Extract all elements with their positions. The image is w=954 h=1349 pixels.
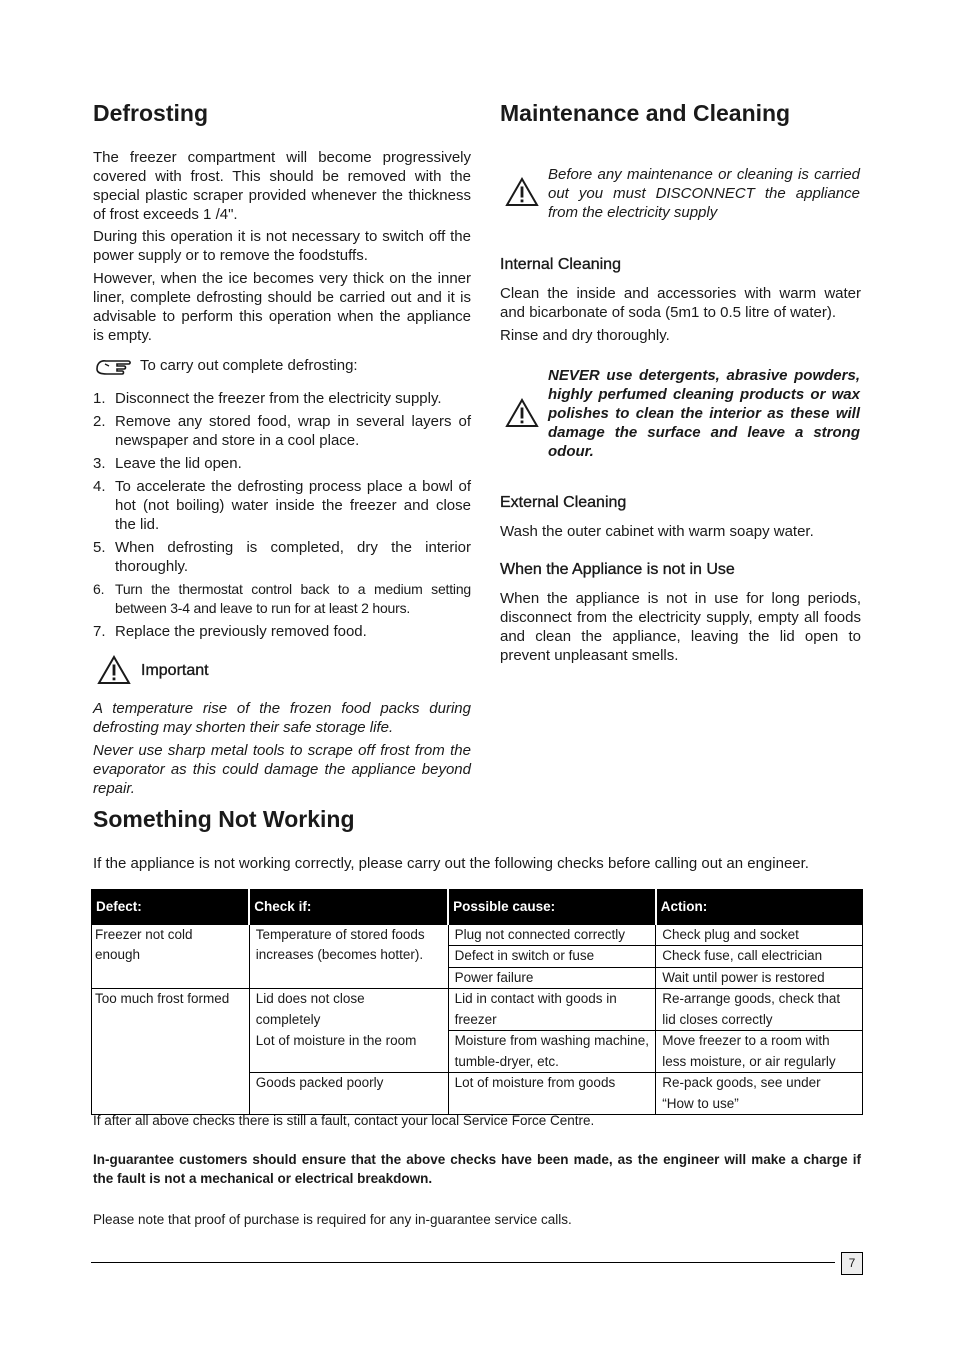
proof-of-purchase-note: Please note that proof of purchase is required for any in-guarantee service calls. xyxy=(93,1212,572,1227)
fault-table xyxy=(91,889,863,1115)
cause-cell: Plug not connected correctly xyxy=(448,924,656,946)
cause-cell: Lid in contact with goods in freezer xyxy=(448,989,656,1031)
warning-triangle-icon xyxy=(505,398,539,428)
internal-cleaning-para-2: Rinse and dry thoroughly. xyxy=(500,327,670,344)
cause-cell: Power failure xyxy=(448,967,656,989)
important-title: Important xyxy=(141,662,209,679)
check-cell: Lot of moisture in the room xyxy=(249,1031,448,1073)
important-para-1: A temperature rise of the frozen food packs during defrosting may shorten their safe storage life. xyxy=(93,700,471,736)
detergent-warning: NEVER use detergents, abrasive powders, highly perfumed cleaning products or wax polishes to clean the interior as these will damage the surface and leave a strong odour. xyxy=(548,367,860,460)
list-item: 5. When defrosting is completed, dry the interior thoroughly. xyxy=(93,539,471,575)
internal-cleaning-para-1: Clean the inside and accessories with warm water and bicarbonate of soda (5m1 to 0.5 litre of water). xyxy=(500,285,861,321)
list-item: 4. To accelerate the defrosting process place a bowl of hot (not boiling) water inside the freezer and close the lid. xyxy=(93,478,471,533)
action-cell: Check fuse, call electrician xyxy=(656,946,863,968)
external-cleaning-para: Wash the outer cabinet with warm soapy water. xyxy=(500,523,814,540)
maintenance-title: Maintenance and Cleaning xyxy=(500,100,791,126)
not-in-use-para: When the appliance is not in use for long periods, disconnect from the electricity supply, empty all foods and clean the appliance, leaving the lid open to prevent unpleasant smells. xyxy=(500,590,861,664)
check-cell: Lid does not close completely xyxy=(249,989,448,1031)
action-cell: Check plug and socket xyxy=(656,924,863,946)
after-checks-note: If after all above checks there is still a fault, contact your local Service Force Centre. xyxy=(93,1113,595,1128)
troubleshooting-title: Something Not Working xyxy=(93,806,355,832)
column-header: Action: xyxy=(656,889,863,924)
column-header: Check if: xyxy=(249,889,448,924)
list-item: 1. Disconnect the freezer from the electricity supply. xyxy=(93,390,442,407)
defrosting-para-3: However, when the ice becomes very thick on the inner liner, complete defrosting should be carried out and it is advisable to perform this operation when the appliance is empty. xyxy=(93,270,471,344)
warning-triangle-icon xyxy=(505,177,539,207)
list-item: 7. Replace the previously removed food. xyxy=(93,623,367,640)
action-cell: Wait until power is restored xyxy=(656,967,863,989)
table-header-row xyxy=(92,889,863,924)
warning-triangle-icon xyxy=(97,655,131,685)
defrosting-para-1: The freezer compartment will become progressively covered with frost. This should be removed with the special plastic scraper provided whenever the thickness of frost exceeds 1 /4". xyxy=(93,149,471,223)
not-in-use-title: When the Appliance is not in Use xyxy=(500,561,735,578)
internal-cleaning-title: Internal Cleaning xyxy=(500,256,621,273)
page-number: 7 xyxy=(841,1252,863,1275)
cause-cell: Defect in switch or fuse xyxy=(448,946,656,968)
list-item: 6. Turn the thermostat control back to a medium setting between 3-4 and leave to run for at least 2 hours. xyxy=(93,581,471,616)
check-cell: Temperature of stored foods increases (becomes hotter). xyxy=(249,924,448,989)
guarantee-note: In-guarantee customers should ensure that the above checks have been made, as the engineer will make a charge if the fault is not a mechanical or electrical breakdown. xyxy=(93,1152,861,1186)
table-row xyxy=(92,989,863,1031)
defect-cell: Freezer not cold enough xyxy=(92,924,250,989)
defrosting-steps xyxy=(93,389,471,645)
troubleshooting-intro: If the appliance is not working correctly, please carry out the following checks before calling out an engineer. xyxy=(93,855,809,872)
check-cell: Goods packed poorly xyxy=(249,1073,448,1115)
defrosting-title: Defrosting xyxy=(93,100,208,126)
defrosting-tip: To carry out complete defrosting: xyxy=(140,357,358,374)
column-header: Defect: xyxy=(92,889,250,924)
cause-cell: Lot of moisture from goods xyxy=(448,1073,656,1115)
list-item: 2. Remove any stored food, wrap in several layers of newspaper and store in a cool place. xyxy=(93,413,471,449)
table-row xyxy=(92,924,863,946)
cause-cell: Moisture from washing machine, tumble-dryer, etc. xyxy=(448,1031,656,1073)
action-cell: Move freezer to a room with less moisture, or air regularly xyxy=(656,1031,863,1073)
important-para-2: Never use sharp metal tools to scrape off frost from the evaporator as this could damage the appliance beyond repair. xyxy=(93,742,471,797)
footer-divider xyxy=(91,1262,835,1263)
defrosting-para-2: During this operation it is not necessary to switch off the power supply or to remove the foodstuffs. xyxy=(93,228,471,264)
list-item: 3. Leave the lid open. xyxy=(93,455,242,472)
external-cleaning-title: External Cleaning xyxy=(500,494,627,511)
pointing-hand-icon xyxy=(95,357,133,377)
defect-cell: Too much frost formed xyxy=(92,989,250,1115)
disconnect-warning: Before any maintenance or cleaning is carried out you must DISCONNECT the appliance from the electricity supply xyxy=(548,166,860,221)
action-cell: Re-arrange goods, check that lid closes correctly xyxy=(656,989,863,1031)
column-header: Possible cause: xyxy=(448,889,656,924)
action-cell: Re-pack goods, see under “How to use” xyxy=(656,1073,863,1115)
